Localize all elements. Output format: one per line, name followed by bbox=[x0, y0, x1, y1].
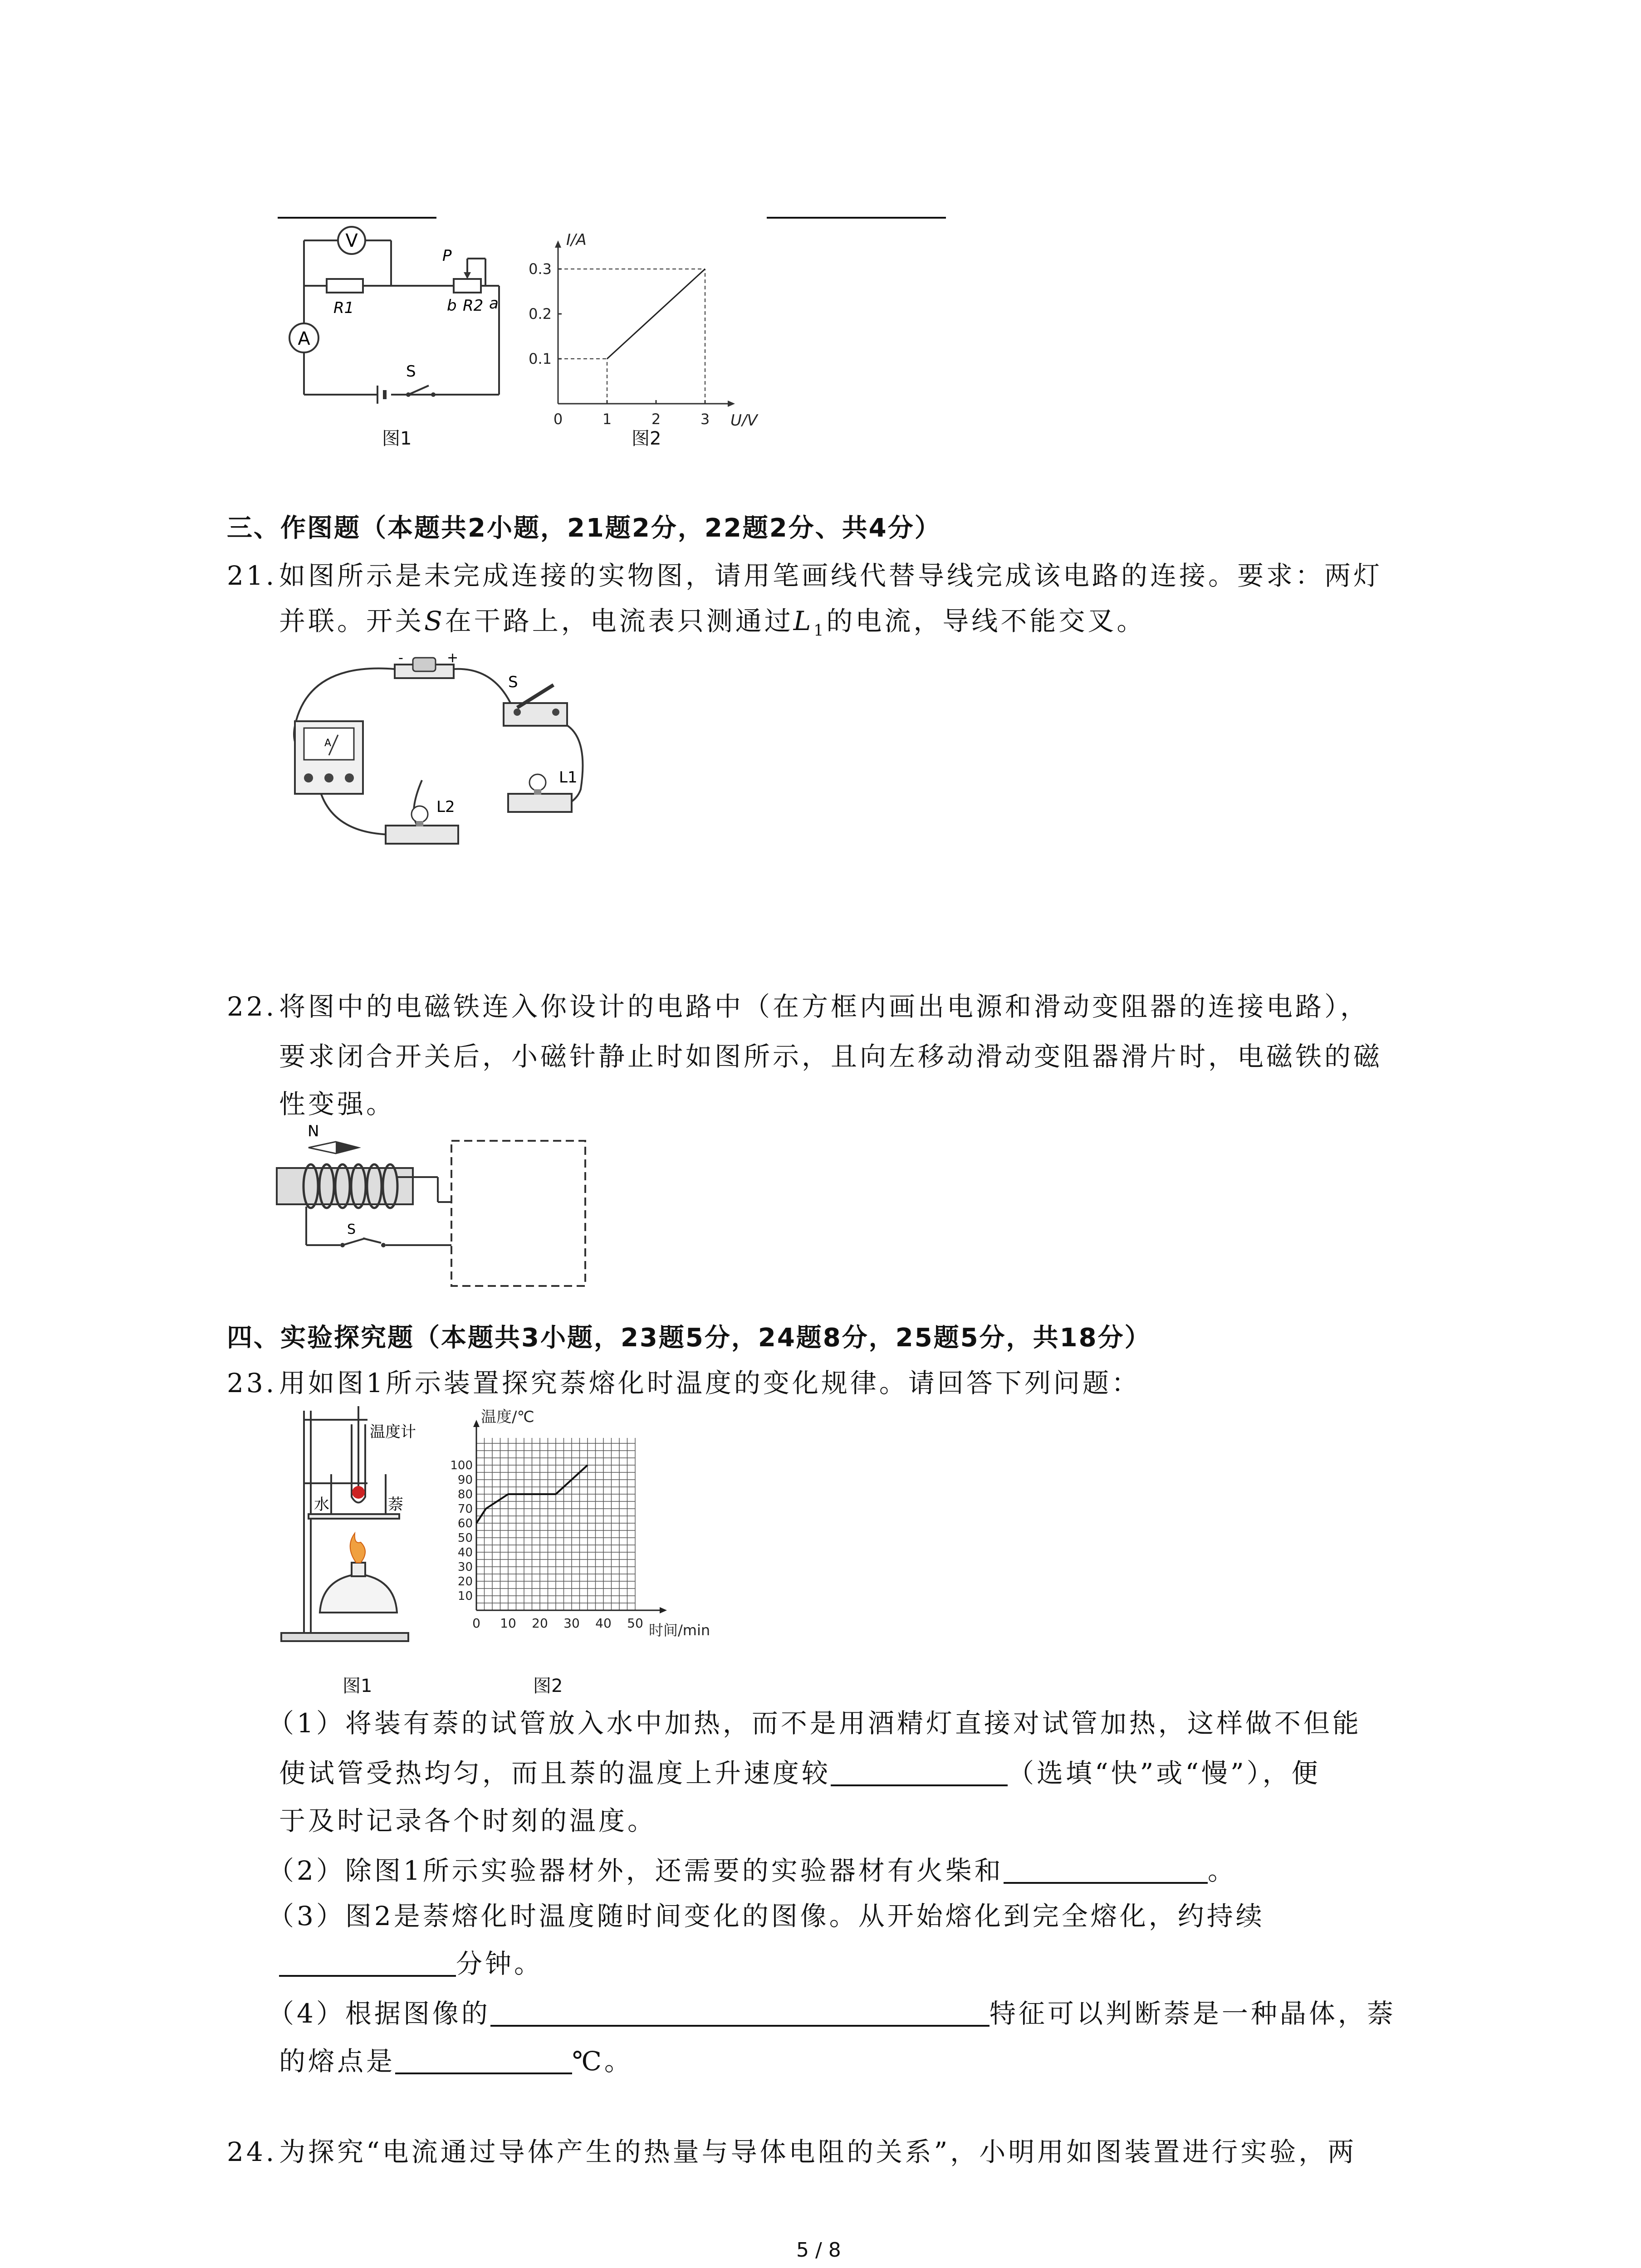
q21-line2b: 在干路上，电流表只测通过 bbox=[445, 606, 794, 636]
q23-p4-a: （4）根据图像的 bbox=[268, 1998, 490, 2029]
switch-label: S bbox=[406, 362, 416, 381]
q23-p1-line2 bbox=[279, 1758, 1321, 1789]
q23-fig2-label: 图2 bbox=[533, 1676, 563, 1696]
q21-number: 21. bbox=[227, 560, 277, 591]
q23-p3-line2 bbox=[279, 1950, 543, 1977]
x-axis-arrow bbox=[660, 1607, 667, 1613]
y-tick-label: 70 bbox=[457, 1502, 473, 1516]
q23-p4-d: ℃。 bbox=[572, 2046, 633, 2077]
q22-line3: 性变强。 bbox=[279, 1089, 396, 1119]
q23-p2-line bbox=[268, 1857, 1237, 1884]
x-tick-label: 0 bbox=[553, 411, 563, 426]
x-tick-label: 30 bbox=[563, 1616, 580, 1631]
x-tick-label: 40 bbox=[595, 1616, 612, 1631]
y-axis-arrow bbox=[555, 240, 561, 248]
q23-number: 23. bbox=[227, 1368, 277, 1398]
circuit-figure-1 bbox=[272, 218, 508, 408]
b-label: b bbox=[447, 297, 457, 315]
ammeter-label: A bbox=[298, 328, 310, 349]
top-fig1-label: 图1 bbox=[382, 428, 412, 449]
x-tick-label: 20 bbox=[532, 1616, 548, 1631]
y-tick-label: 20 bbox=[457, 1575, 473, 1589]
q21-line2c: 的电流，导线不能交叉。 bbox=[826, 606, 1146, 636]
iu-graph-figure-2 bbox=[517, 213, 771, 426]
q22-line2: 要求闭合开关后，小磁针静止时如图所示，且向左移动滑动变阻器滑片时，电磁铁的磁 bbox=[279, 1041, 1383, 1072]
q24-number: 24. bbox=[227, 2136, 277, 2167]
r1-label: R1 bbox=[333, 299, 354, 317]
q23-p4-b: 特征可以判断萘是一种晶体，萘 bbox=[989, 1998, 1396, 2029]
q24-line1: 为探究“电流通过导体产生的热量与导体电阻的关系”，小明用如图装置进行实验，两 bbox=[279, 2136, 1357, 2167]
x-axis-label: 时间/min bbox=[649, 1622, 710, 1639]
q23-apparatus-figure bbox=[277, 1406, 431, 1651]
l2-label: L2 bbox=[436, 798, 455, 816]
y-tick-label: 0.2 bbox=[529, 305, 552, 323]
compass-n-label: N bbox=[308, 1123, 319, 1140]
temp-graph-plot bbox=[450, 1408, 710, 1639]
x-axis-arrow bbox=[728, 401, 735, 407]
thermometer-label: 温度计 bbox=[370, 1423, 416, 1441]
battery-minus: - bbox=[398, 650, 403, 666]
q22-line1: 将图中的电磁铁连入你设计的电路中（在方框内画出电源和滑动变阻器的连接电路）， bbox=[279, 991, 1370, 1022]
q23-p3-b: 分钟。 bbox=[456, 1948, 544, 1979]
y-tick-label: 0.3 bbox=[529, 260, 552, 278]
x-tick-label: 10 bbox=[500, 1616, 516, 1631]
y-tick-label: 60 bbox=[457, 1517, 473, 1530]
y-axis-arrow bbox=[473, 1420, 480, 1427]
x-tick-label: 1 bbox=[602, 411, 612, 426]
q23-p1-c: （选填“快”或“慢”），便 bbox=[1008, 1758, 1321, 1789]
y-tick-label: 80 bbox=[457, 1488, 473, 1501]
q21-switch-label: S bbox=[508, 673, 518, 691]
q21-physical-circuit-figure bbox=[281, 644, 626, 871]
q23-p1-b: 使试管受热均匀，而且萘的温度上升速度较 bbox=[279, 1758, 831, 1789]
q21-line2 bbox=[279, 608, 1146, 639]
y-axis-label: 温度/℃ bbox=[481, 1408, 534, 1426]
naphthalene-label: 萘 bbox=[388, 1496, 403, 1514]
section-3-heading: 三、作图题（本题共2小题，21题2分，22题2分、共4分） bbox=[227, 513, 941, 543]
battery-plus: + bbox=[447, 650, 459, 666]
q23-p2-blank[interactable] bbox=[1004, 1859, 1208, 1884]
x-tick-label: 3 bbox=[700, 411, 710, 426]
section-4-heading: 四、实验探究题（本题共3小题，23题5分，24题8分，25题5分，共18分） bbox=[227, 1323, 1151, 1353]
p-label: P bbox=[442, 247, 452, 265]
q23-p2-b: 。 bbox=[1207, 1855, 1237, 1886]
l1-label: L1 bbox=[559, 768, 578, 787]
voltmeter-label: V bbox=[345, 230, 358, 251]
q23-p1-line1: （1）将装有萘的试管放入水中加热，而不是用酒精灯直接对试管加热，这样做不但能 bbox=[268, 1708, 1362, 1739]
y-axis-label: I/A bbox=[566, 231, 587, 249]
q21-line1: 如图所示是未完成连接的实物图，请用笔画线代替导线完成该电路的连接。要求：两灯 bbox=[279, 560, 1383, 591]
q22-switch-label: S bbox=[347, 1222, 356, 1237]
y-tick-label: 10 bbox=[457, 1589, 473, 1603]
x-tick-label: 0 bbox=[472, 1616, 480, 1631]
r2-label: R2 bbox=[463, 297, 484, 315]
q23-p1-blank[interactable] bbox=[831, 1762, 1008, 1786]
iu-series-line bbox=[607, 269, 705, 359]
x-tick-label: 50 bbox=[627, 1616, 643, 1631]
y-tick-label: 50 bbox=[457, 1531, 473, 1545]
q23-p4-c: 的熔点是 bbox=[279, 2046, 396, 2077]
q22-electromagnet-figure bbox=[272, 1123, 599, 1290]
q23-fig1-label: 图1 bbox=[343, 1676, 372, 1696]
water-label: 水 bbox=[314, 1496, 329, 1514]
page-number: 5 / 8 bbox=[796, 2239, 841, 2262]
q21-line2a: 并联。开关 bbox=[279, 606, 425, 636]
q23-p3-blank[interactable] bbox=[279, 1952, 456, 1977]
q23-p4-blank1[interactable] bbox=[490, 2002, 989, 2027]
y-tick-label: 100 bbox=[450, 1459, 473, 1472]
q23-intro: 用如图1所示装置探究萘熔化时温度的变化规律。请回答下列问题： bbox=[279, 1368, 1141, 1398]
q23-p4-line1 bbox=[268, 2000, 1396, 2027]
ammeter-a-label: A bbox=[324, 738, 332, 749]
q22-number: 22. bbox=[227, 991, 277, 1022]
answer-blank-top-right bbox=[767, 217, 946, 219]
q23-temperature-graph bbox=[431, 1404, 721, 1658]
q21-var-s: S bbox=[424, 606, 445, 636]
x-axis-label: U/V bbox=[730, 411, 758, 426]
top-fig2-label: 图2 bbox=[632, 428, 661, 449]
q21-var-l-sub: 1 bbox=[813, 621, 827, 640]
y-tick-label: 30 bbox=[457, 1560, 473, 1574]
q23-p4-line2 bbox=[279, 2046, 633, 2077]
q23-p3-line1: （3）图2是萘熔化时温度随时间变化的图像。从开始熔化到完全熔化，约持续 bbox=[268, 1901, 1265, 1931]
q23-p4-blank2[interactable] bbox=[395, 2050, 572, 2074]
x-tick-label: 2 bbox=[651, 411, 661, 426]
q23-p2-a: （2）除图1所示实验器材外，还需要的实验器材有火柴和 bbox=[268, 1855, 1004, 1886]
y-tick-label: 40 bbox=[457, 1546, 473, 1559]
y-tick-label: 0.1 bbox=[529, 350, 552, 367]
q21-var-l: L bbox=[793, 606, 814, 636]
q23-p1-line3: 于及时记录各个时刻的温度。 bbox=[279, 1805, 657, 1836]
y-tick-label: 90 bbox=[457, 1473, 473, 1487]
a-label: a bbox=[489, 294, 499, 313]
iu-graph-plot bbox=[529, 231, 759, 426]
